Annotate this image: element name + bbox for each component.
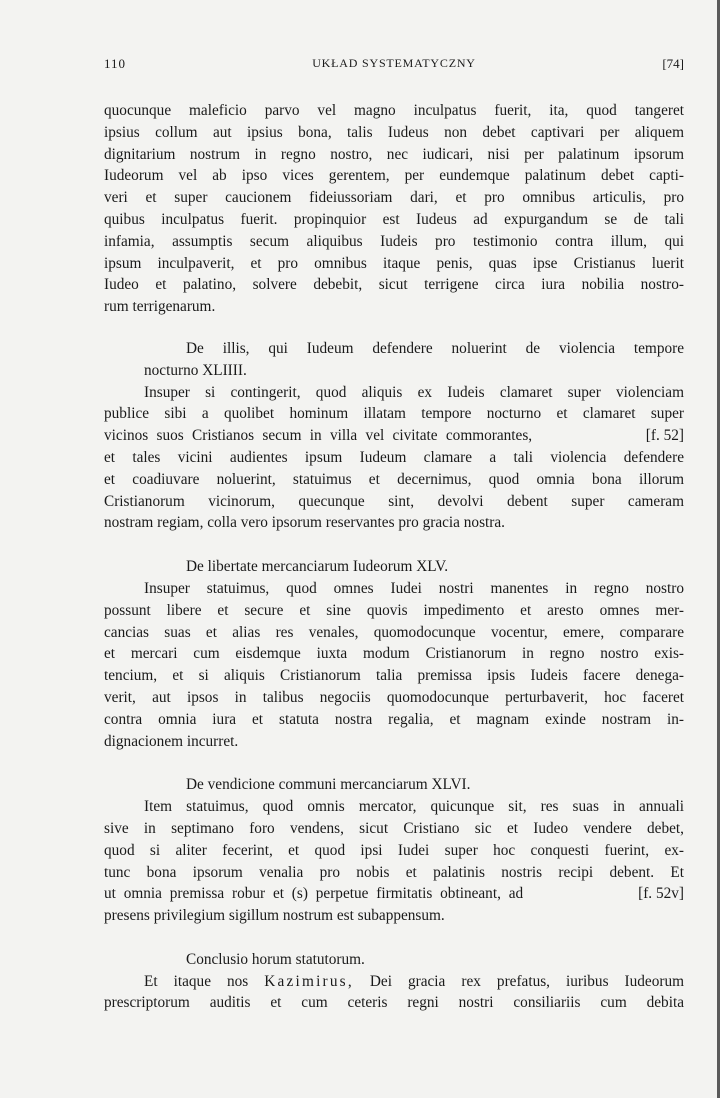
- text-line: quocunque maleficio parvo vel magno inculpatus fuerit, ita, quod tangeret: [104, 102, 684, 119]
- paragraph-3: [104, 578, 684, 752]
- text-line: ut omnia premissa robur et (s) perpetue firmitatis obtineant, ad: [104, 885, 524, 903]
- text-line: Iudeo et palatino, solvere debebit, sicut terrigene circa iura nobilia nostro-: [104, 276, 684, 294]
- text-line: veri et super caucionem fideiussoriam dari, et pro omnibus articulis, pro: [104, 189, 684, 207]
- paragraph-1: [104, 100, 684, 318]
- text-line: ipsius collum aut ipsius bona, talis Iudeus non debet captivari per aliquem: [104, 123, 684, 141]
- text-line: prescriptorum auditis et cum ceteris regni nostri consiliariis cum debita: [104, 994, 684, 1012]
- text-line: quod si aliter fecerint, et quod ipsi Iudei super hoc conquesti fuerint, ex-: [104, 841, 684, 859]
- folio-marker: [f. 52v]: [638, 885, 684, 903]
- text-fragment: Et itaque nos: [144, 972, 249, 990]
- text-line: tunc bona ipsorum venalia pro nobis et palatinis nostris recipi debent. Et: [104, 863, 684, 881]
- king-name: Kazimirus,: [264, 972, 354, 990]
- page-number: 110: [104, 56, 127, 71]
- section-heading-conclusio: Conclusio horum statutorum.: [186, 950, 365, 968]
- text-line: vicinos suos Cristianos secum in villa vel civitate commorantes,: [104, 427, 533, 445]
- text-line: Cristianorum vicinorum, quecunque sint, devolvi debent super cameram: [104, 492, 684, 510]
- text-line: contra omnia iura et statuta nostra regalia, et magnam exinde nostram in-: [104, 710, 684, 728]
- text-line: Insuper statuimus, quod omnes Iudei nostri manentes in regno nostro: [144, 579, 684, 597]
- text-line: et tales vicini audientes ipsum Iudeum clamare a tali violencia defendere: [104, 448, 684, 466]
- text-line: Item statuimus, quod omnis mercator, quicunque sit, res suas in annuali: [144, 798, 684, 816]
- text-line: publice sibi a quolibet hominum illatam tempore nocturno et clamaret super: [104, 405, 684, 423]
- text-line: rum terrigenarum.: [104, 298, 216, 316]
- body-text: [104, 100, 684, 1014]
- paragraph-5: [104, 971, 684, 1015]
- section-heading-xlv: De libertate mercanciarum Iudeorum XLV.: [186, 558, 449, 576]
- section-heading-xliiii: [104, 338, 684, 382]
- text-line: infamia, assumptis secum aliquibus Iudeis pro testimonio contra illum, qui: [104, 232, 684, 250]
- text-line: et coadiuvare noluerint, statuimus et decernimus, quod omnia bona illorum: [104, 470, 684, 488]
- paragraph-4: [104, 796, 684, 927]
- text-line: verit, aut ipsos in talibus negociis quomodocunque perturbaverit, hoc faceret: [104, 688, 684, 706]
- text-line: [104, 971, 684, 993]
- text-line: presens privilegium sigillum nostrum est subappensum.: [104, 907, 445, 925]
- text-line: possunt libere et secure et sine quovis impedimento et aresto omnes mer-: [104, 601, 684, 619]
- paragraph-2: [104, 382, 684, 535]
- running-title: UKŁAD SYSTEMATYCZNY: [312, 56, 476, 70]
- section-heading-xlvi: De vendicione communi mercanciarum XLVI.: [186, 776, 471, 794]
- text-line: cancias suas et alias res venales, quomodocunque vocentur, emere, comparare: [104, 623, 684, 641]
- text-line: Insuper si contingerit, quod aliquis ex Iudeis clamaret super violenciam: [144, 383, 684, 401]
- section-reference: [74]: [662, 56, 684, 71]
- text-line: quibus inculpatus fuerit. propinquior est Iudeus ad expurgandum se de tali: [104, 210, 684, 228]
- text-fragment: Dei gracia rex prefatus, iuribus Iudeorum: [369, 972, 685, 990]
- text-line: et mercari cum eisdemque iuxta modum Cristianorum in regno nostro exis-: [104, 645, 684, 663]
- text-line: nostram regiam, colla vero ipsorum reservantes pro gracia nostra.: [104, 514, 505, 532]
- text-line: ipsum inculpaverit, et pro omnibus itaque penis, quas ipse Cristianus luerit: [104, 254, 684, 272]
- text-line: Iudeorum vel ab ipso vices gerentem, per eundemque palatinum debet capti-: [104, 167, 684, 185]
- heading-line: De illis, qui Iudeum defendere noluerint de violencia tempore: [186, 339, 684, 357]
- heading-line: nocturno XLIIII.: [144, 361, 247, 379]
- text-line: tencium, et si aliquis Cristianorum talia premissa ipsis Iudeis facere denega-: [104, 667, 684, 685]
- text-line: dignitarium nostrum in regno nostro, nec iudicari, nisi per palatinum ipsorum: [104, 145, 684, 163]
- text-line: dignacionem incurret.: [104, 732, 239, 750]
- text-line: sive in septimano foro vendens, sicut Cristiano sic et Iudeo vendere debet,: [104, 819, 684, 837]
- page-header: [104, 56, 684, 76]
- folio-marker: [f. 52]: [645, 427, 684, 445]
